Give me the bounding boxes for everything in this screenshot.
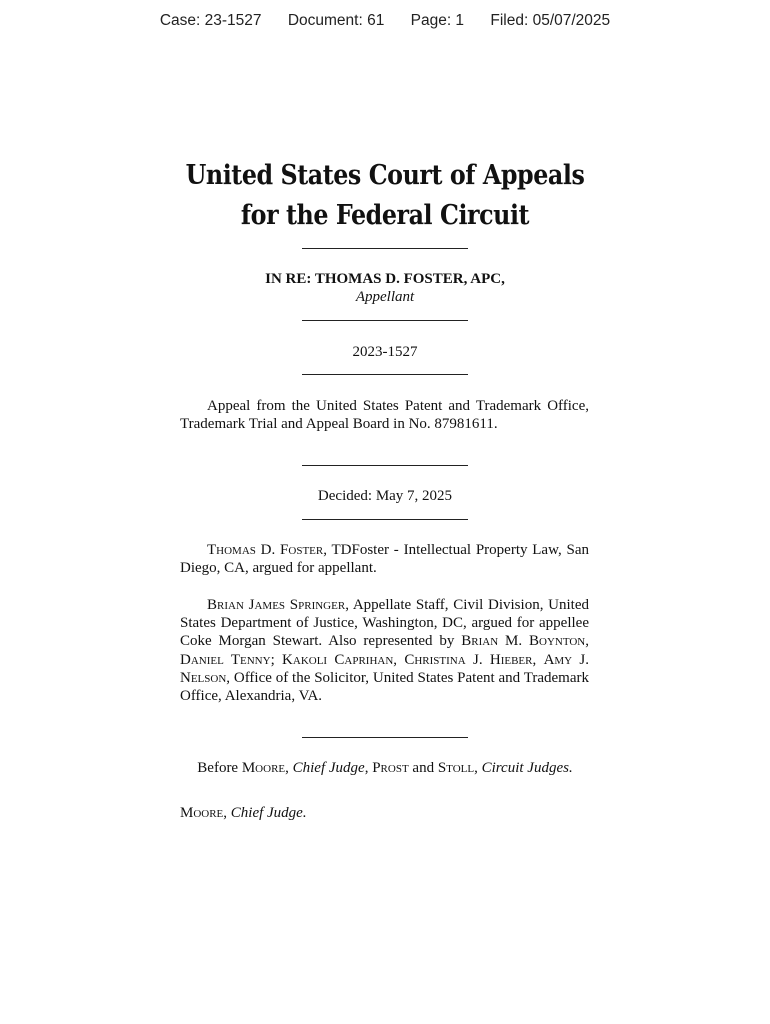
attorney-name: Kakoli Caprihan: [282, 651, 394, 668]
panel-before: Before: [197, 760, 242, 776]
period: .: [302, 805, 307, 821]
attorney-name: Brian M. Boynton: [461, 633, 586, 650]
divider: [302, 519, 468, 520]
opinion-author: [180, 804, 589, 822]
attorney-name: Amy J. Nelson: [180, 651, 590, 686]
party-role: Appellant: [355, 289, 415, 305]
case-number: Case: 23-1527: [159, 12, 262, 29]
judge-title: Circuit Judges: [481, 760, 569, 776]
docket-number: 2023-1527: [352, 344, 418, 360]
attorney-name: Daniel Tenny: [180, 651, 271, 668]
separator: ,: [364, 760, 373, 776]
counsel-appellant: [180, 541, 589, 577]
separator: ,: [285, 760, 293, 776]
panel-line: [190, 759, 580, 777]
judge-name: Moore: [241, 760, 286, 776]
separator: ,: [474, 760, 482, 776]
period: .: [568, 760, 573, 776]
divider: [302, 374, 468, 375]
separator: ,: [393, 651, 405, 668]
counsel-text: , Office of the Solicitor, United States Patent and Trademark Office, Alexandria, VA.: [180, 669, 589, 705]
judge-name: Stoll: [437, 760, 475, 776]
separator: ,: [223, 805, 231, 821]
judge-title: Chief Judge: [292, 760, 365, 776]
court-title-line1: United States Court of Appeals: [185, 160, 585, 191]
divider: [302, 248, 468, 249]
appeal-origin: Appeal from the United States Patent and Trademark Office, Trademark Trial and Appeal Board in No. 87981611.: [180, 398, 589, 433]
filing-header: [0, 12, 770, 30]
separator: ,: [532, 651, 544, 668]
court-title: [46, 156, 724, 236]
divider: [302, 737, 468, 738]
counsel-text: , Appellate Staff, Civil Division, United States Department of Justice, Washington, DC, argued for appellee Coke Morgan Stewart. Also represented by: [180, 597, 590, 650]
attorney-name: Brian James Springer: [207, 597, 346, 613]
divider: [302, 320, 468, 321]
judge-title: Chief Judge: [230, 805, 303, 821]
separator: ,: [585, 633, 589, 650]
attorney-name: Christina J. Hieber: [404, 651, 533, 668]
conjunction: and: [408, 760, 438, 776]
counsel-text: , TDFoster - Intellectual Property Law, San Diego, CA, argued for appellant.: [180, 542, 589, 577]
counsel-appellee: [180, 596, 589, 705]
judge-name: Moore: [180, 805, 224, 821]
page-number: Page: 1: [410, 12, 465, 29]
separator: ;: [270, 651, 283, 668]
judge-name: Prost: [372, 760, 409, 776]
attorney-name: Thomas D. Foster: [207, 542, 324, 558]
decided-date: Decided: May 7, 2025: [317, 488, 453, 504]
document-number: Document: 61: [287, 12, 385, 29]
filed-date: Filed: 05/07/2025: [490, 12, 611, 29]
court-title-line2: for the Federal Circuit: [240, 200, 530, 231]
divider: [302, 465, 468, 466]
case-caption: IN RE: THOMAS D. FOSTER, APC,: [265, 271, 505, 287]
